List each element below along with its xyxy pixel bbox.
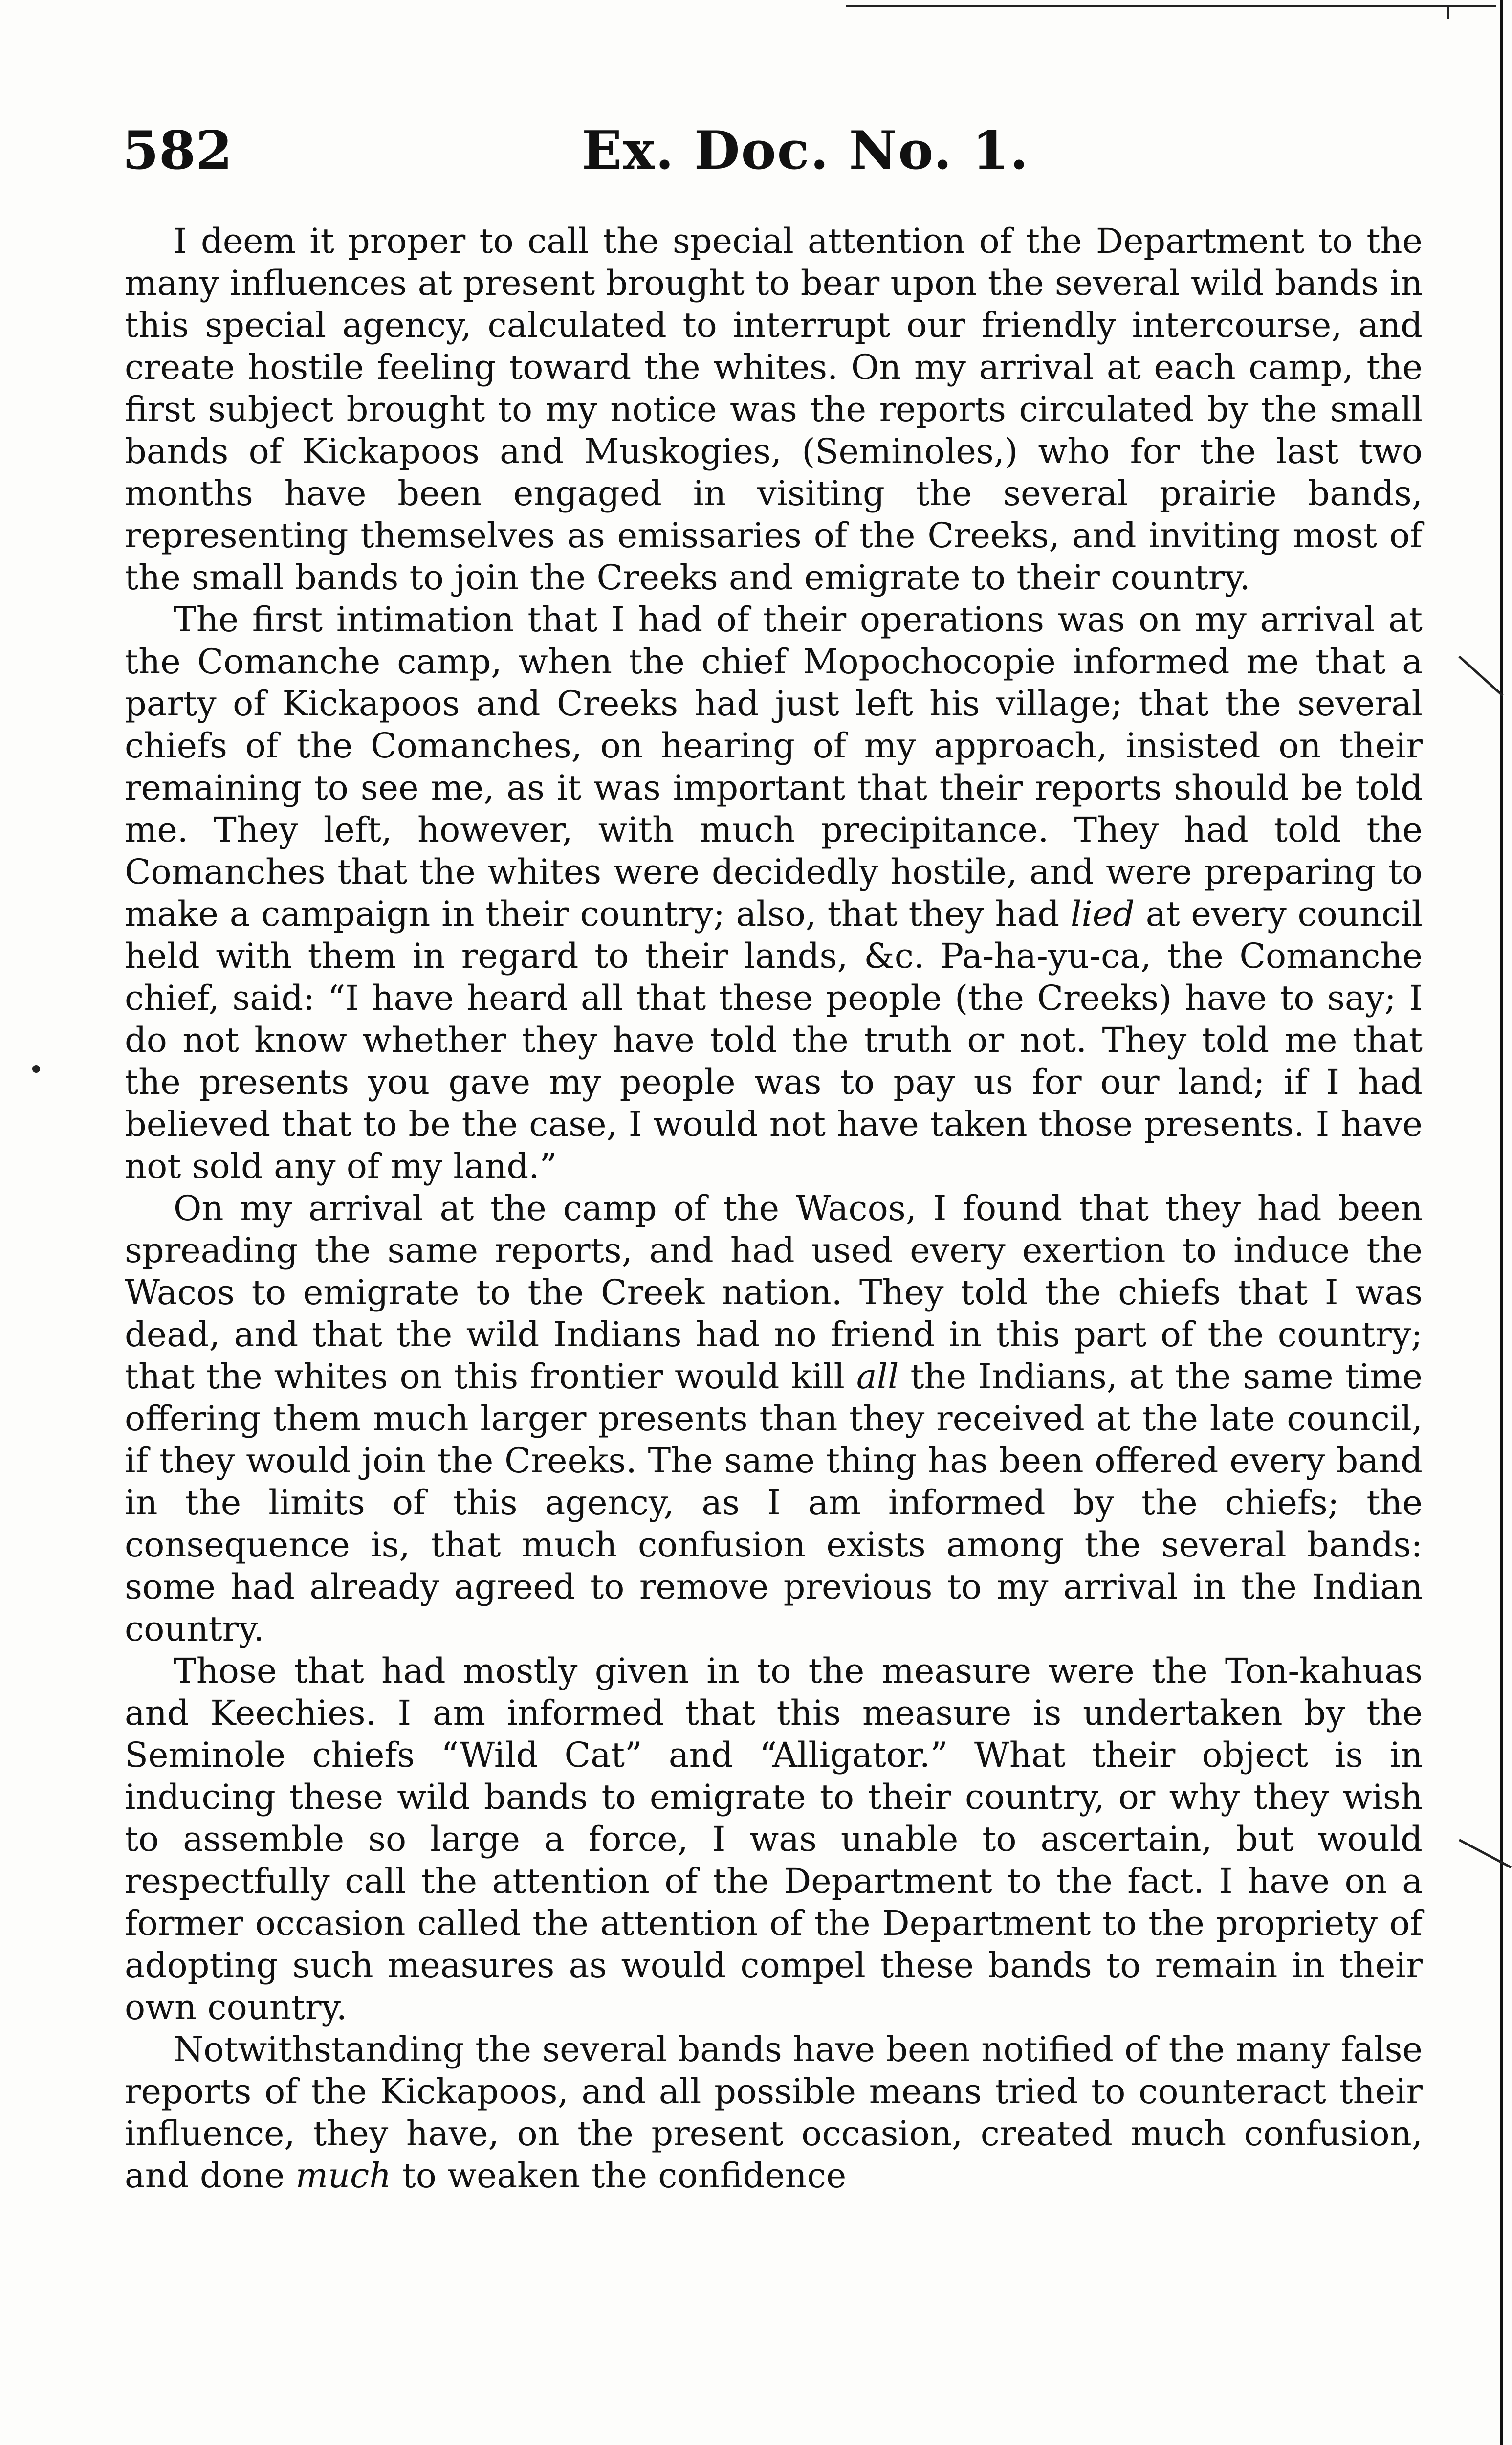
paragraph-3 (125, 1187, 1423, 1650)
italic-word: lied (1070, 894, 1135, 934)
paragraph-4 (125, 1650, 1423, 2028)
paragraph-text: The first intimation that I had of their operations was on my arrival at the Comanche camp, when the chief Mopochocopie informed me that a party of Kickapoos and Creeks had just left his village; that the several chiefs of the Comanches, on hearing of my approach, insisted on their remaining to see me, as it was important that their reports should be told me. They left, however, with much precipitance. They had told the Comanches that the whites were decidedly hostile, and were preparing to make a campaign in their country; also, that they had (125, 600, 1423, 934)
paragraph-text: On my arrival at the camp of the Wacos, I found that they had been spreading the same reports, and had used every exertion to induce the Wacos to emigrate to the Creek nation. They told the chiefs that I was dead, and that the wild Indians had no friend in this part of the country; that the whites on this frontier would kill (125, 1188, 1423, 1397)
document-title: Ex. Doc. No. 1. (582, 120, 1030, 181)
margin-dot (32, 1065, 40, 1073)
paragraph-text: I deem it proper to call the special attention of the Department to the many influences at present brought to bear upon the several wild bands in this special agency, calculated to interrupt our friendly intercourse, and create hostile feeling toward the whites. On my arrival at each camp, the first subject brought to my notice was the reports circulated by the small bands of Kickapoos and Muskogies, (Seminoles,) who for the last two months have been engaged in visiting the several prairie bands, representing themselves as emissaries of the Creeks, and inviting most of the small bands to join the Creeks and emigrate to their country. (125, 221, 1423, 598)
paragraph-2 (125, 599, 1423, 1187)
paragraph-text: Those that had mostly given in to the measure were the Ton-kahuas and Keechies. I am informed that this measure is undertaken by the Seminole chiefs “Wild Cat” and “Alligator.” What their object is in inducing these wild bands to emigrate to their country, or why they wish to assemble so large a force, I was unable to ascertain, but would respectfully call the attention of the Department to the fact. I have on a former occasion called the attention of the Department to the propriety of adopting such measures as would compel these bands to remain in their own country. (125, 1651, 1423, 2027)
paragraph-1 (125, 220, 1423, 599)
page-number: 582 (122, 120, 233, 181)
margin-tick (1458, 656, 1504, 697)
page-header (122, 120, 1432, 183)
margin-tick (1459, 1839, 1512, 1868)
paragraph-text-continued: the Indians, at the same time offering them much larger presents than they received at the late council, if they would join the Creeks. The same thing has been offered every band in the limits of this agency, as I am informed by the chiefs; the consequence is, that much confusion exists among the several bands: some had already agreed to remove previous to my arrival in the Indian country. (125, 1356, 1423, 1649)
paragraph-text: Notwithstanding the several bands have been notified of the many false reports of the Kickapoos, and all possible means tried to counteract their influence, they have, on the present occasion, created much confusion, and done (125, 2029, 1423, 2196)
italic-word: all (856, 1356, 899, 1397)
italic-word: much (295, 2156, 392, 2196)
top-mark (1447, 5, 1449, 19)
top-rule (846, 5, 1496, 7)
paragraph-text-continued: to weaken the confidence (391, 2156, 847, 2196)
paragraph-5 (125, 2028, 1423, 2197)
body-text (125, 220, 1423, 2197)
page-border-right (1500, 0, 1503, 2445)
paragraph-text-continued: at every council held with them in regard to their lands, &c. Pa-ha-yu-ca, the Comanche chief, said: “I have heard all that these people (the Creeks) have to say; I do not know whether they have told the truth or not. They told me that the presents you gave my people was to pay us for our land; if I had believed that to be the case, I would not have taken those presents. I have not sold any of my land.” (125, 894, 1423, 1186)
